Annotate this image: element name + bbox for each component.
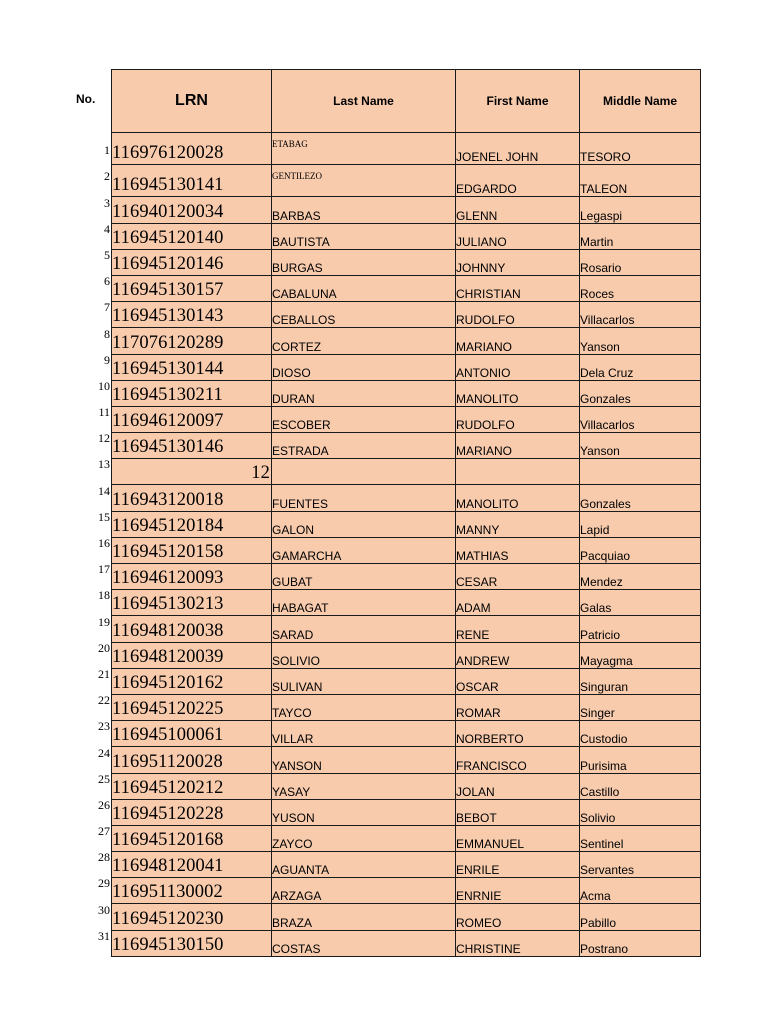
row-number: 26 [98, 797, 110, 812]
table-row [112, 380, 701, 406]
lrn-cell: 116945120225 [112, 694, 272, 720]
last-name-cell: VILLAR [272, 721, 456, 747]
first-name-column-header: First Name [456, 70, 580, 133]
first-name-cell: JOHNNY [456, 249, 580, 275]
table-row [112, 511, 701, 537]
middle-name-cell: Pacquiao [580, 537, 701, 563]
lrn-cell: 116948120039 [112, 642, 272, 668]
last-name-cell: AGUANTA [272, 852, 456, 878]
middle-name-cell: Galas [580, 590, 701, 616]
table-row [112, 459, 701, 485]
first-name-cell: RENE [456, 616, 580, 642]
table-row [112, 616, 701, 642]
table-row [112, 668, 701, 694]
last-name-cell: YUSON [272, 799, 456, 825]
middle-name-cell: Servantes [580, 852, 701, 878]
table-row [112, 354, 701, 380]
first-name-cell: ANTONIO [456, 354, 580, 380]
last-name-cell: GAMARCHA [272, 537, 456, 563]
last-name-cell: DIOSO [272, 354, 456, 380]
lrn-cell: 116940120034 [112, 197, 272, 223]
row-number: 31 [98, 928, 110, 943]
first-name-cell: FRANCISCO [456, 747, 580, 773]
table-row [112, 328, 701, 354]
last-name-cell: BURGAS [272, 249, 456, 275]
middle-name-cell: Patricio [580, 616, 701, 642]
lrn-cell: 116945130144 [112, 354, 272, 380]
table-row [112, 165, 701, 197]
last-name-cell: SOLIVIO [272, 642, 456, 668]
lrn-cell: 116945130150 [112, 930, 272, 956]
table-row [112, 878, 701, 904]
table-row [112, 721, 701, 747]
row-number: 8 [104, 326, 110, 341]
table-row [112, 406, 701, 432]
table-row [112, 223, 701, 249]
lrn-cell: 116946120097 [112, 406, 272, 432]
last-name-cell: GUBAT [272, 564, 456, 590]
first-name-cell: JOLAN [456, 773, 580, 799]
first-name-cell: MARIANO [456, 433, 580, 459]
row-number: 19 [98, 614, 110, 629]
last-name-cell: YASAY [272, 773, 456, 799]
last-name-cell: GALON [272, 511, 456, 537]
lrn-cell: 116946120093 [112, 564, 272, 590]
middle-name-cell: Acma [580, 878, 701, 904]
lrn-cell: 117076120289 [112, 328, 272, 354]
row-number: 23 [98, 719, 110, 734]
middle-name-cell: Dela Cruz [580, 354, 701, 380]
last-name-cell: DURAN [272, 380, 456, 406]
last-name-cell: ARZAGA [272, 878, 456, 904]
middle-name-cell: Legaspi [580, 197, 701, 223]
table-row [112, 590, 701, 616]
table-row [112, 133, 701, 165]
first-name-cell: ROMAR [456, 694, 580, 720]
row-number-column [80, 133, 111, 945]
row-number: 27 [98, 824, 110, 839]
row-number: 7 [104, 300, 110, 315]
first-name-cell: RUDOLFO [456, 302, 580, 328]
table-row [112, 799, 701, 825]
lrn-cell: 116945120162 [112, 668, 272, 694]
last-name-cell: SARAD [272, 616, 456, 642]
lrn-cell: 116945120228 [112, 799, 272, 825]
first-name-cell: JULIANO [456, 223, 580, 249]
middle-name-cell: Castillo [580, 773, 701, 799]
row-number: 1 [104, 143, 110, 158]
table-row [112, 930, 701, 956]
first-name-cell [456, 459, 580, 485]
middle-name-column-header: Middle Name [580, 70, 701, 133]
lrn-cell: 116945120146 [112, 249, 272, 275]
lrn-cell: 116945120168 [112, 825, 272, 851]
row-number: 12 [98, 431, 110, 446]
lrn-cell: 116945130213 [112, 590, 272, 616]
row-number: 11 [98, 405, 110, 420]
last-name-cell: HABAGAT [272, 590, 456, 616]
row-number: 28 [98, 850, 110, 865]
lrn-cell: 12 [112, 459, 272, 485]
row-number: 29 [98, 876, 110, 891]
lrn-cell: 116945120158 [112, 537, 272, 563]
first-name-cell: EMMANUEL [456, 825, 580, 851]
table-row [112, 302, 701, 328]
middle-name-cell: Pabillo [580, 904, 701, 930]
row-number: 17 [98, 562, 110, 577]
lrn-cell: 116945130146 [112, 433, 272, 459]
last-name-cell: BARBAS [272, 197, 456, 223]
row-number: 16 [98, 536, 110, 550]
middle-name-cell: Postrano [580, 930, 701, 956]
last-name-cell [272, 459, 456, 485]
table-row [112, 275, 701, 301]
lrn-cell: 116945120140 [112, 223, 272, 249]
row-number: 20 [98, 640, 110, 655]
first-name-cell: OSCAR [456, 668, 580, 694]
middle-name-cell: Custodio [580, 721, 701, 747]
row-number: 14 [98, 483, 110, 498]
middle-name-cell: Solivio [580, 799, 701, 825]
number-column-header: No. [76, 92, 96, 106]
first-name-cell: ADAM [456, 590, 580, 616]
lrn-cell: 116948120041 [112, 852, 272, 878]
first-name-cell: ANDREW [456, 642, 580, 668]
middle-name-cell: Yanson [580, 433, 701, 459]
lrn-cell: 116945130141 [112, 165, 272, 197]
middle-name-cell [580, 459, 701, 485]
middle-name-cell: Singer [580, 694, 701, 720]
lrn-cell: 116945120184 [112, 511, 272, 537]
last-name-cell: ESTRADA [272, 433, 456, 459]
middle-name-cell: Sentinel [580, 825, 701, 851]
lrn-cell: 116943120018 [112, 485, 272, 511]
first-name-cell: MARIANO [456, 328, 580, 354]
first-name-cell: CESAR [456, 564, 580, 590]
row-number: 5 [104, 247, 110, 262]
last-name-cell: BRAZA [272, 904, 456, 930]
last-name-cell: TAYCO [272, 694, 456, 720]
table-header-row [112, 70, 701, 133]
lrn-cell: 116945130157 [112, 275, 272, 301]
table-row [112, 433, 701, 459]
table-row [112, 852, 701, 878]
lrn-cell: 116945100061 [112, 721, 272, 747]
middle-name-cell: Singuran [580, 668, 701, 694]
table-row [112, 825, 701, 851]
first-name-cell: JOENEL JOHN [456, 133, 580, 165]
first-name-cell: EDGARDO [456, 165, 580, 197]
row-number: 18 [98, 588, 110, 603]
lrn-cell: 116951120028 [112, 747, 272, 773]
first-name-cell: MATHIAS [456, 537, 580, 563]
first-name-cell: MANOLITO [456, 485, 580, 511]
table-row [112, 694, 701, 720]
row-number: 4 [104, 221, 110, 236]
middle-name-cell: TALEON [580, 165, 701, 197]
middle-name-cell: Mendez [580, 564, 701, 590]
row-number: 30 [98, 902, 110, 917]
first-name-cell: CHRISTIAN [456, 275, 580, 301]
lrn-column-header: LRN [112, 70, 272, 133]
last-name-cell: BAUTISTA [272, 223, 456, 249]
lrn-cell: 116976120028 [112, 133, 272, 165]
last-name-cell: ESCOBER [272, 406, 456, 432]
lrn-cell: 116948120038 [112, 616, 272, 642]
last-name-cell: COSTAS [272, 930, 456, 956]
row-number: 10 [98, 378, 110, 393]
first-name-cell: CHRISTINE [456, 930, 580, 956]
table-row [112, 537, 701, 563]
middle-name-cell: Rosario [580, 249, 701, 275]
row-number: 25 [98, 771, 110, 786]
first-name-cell: MANOLITO [456, 380, 580, 406]
middle-name-cell: TESORO [580, 133, 701, 165]
middle-name-cell: Roces [580, 275, 701, 301]
table-row [112, 197, 701, 223]
middle-name-cell: Martin [580, 223, 701, 249]
middle-name-cell: Yanson [580, 328, 701, 354]
row-number: 13 [98, 457, 110, 472]
first-name-cell: RUDOLFO [456, 406, 580, 432]
table-row [112, 249, 701, 275]
table-row [112, 485, 701, 511]
row-number: 21 [98, 666, 110, 681]
last-name-cell: CEBALLOS [272, 302, 456, 328]
last-name-cell: SULIVAN [272, 668, 456, 694]
first-name-cell: ENRNIE [456, 878, 580, 904]
first-name-cell: ROMEO [456, 904, 580, 930]
last-name-cell: ETABAG [272, 133, 456, 165]
last-name-cell: YANSON [272, 747, 456, 773]
student-roster-table [111, 69, 701, 957]
middle-name-cell: Villacarlos [580, 302, 701, 328]
lrn-cell: 116945130211 [112, 380, 272, 406]
last-name-cell: CORTEZ [272, 328, 456, 354]
first-name-cell: ENRILE [456, 852, 580, 878]
lrn-cell: 116945130143 [112, 302, 272, 328]
middle-name-cell: Gonzales [580, 485, 701, 511]
first-name-cell: NORBERTO [456, 721, 580, 747]
middle-name-cell: Gonzales [580, 380, 701, 406]
lrn-cell: 116945120212 [112, 773, 272, 799]
row-number: 22 [98, 693, 110, 708]
last-name-cell: ZAYCO [272, 825, 456, 851]
table-row [112, 747, 701, 773]
middle-name-cell: Mayagma [580, 642, 701, 668]
middle-name-cell: Villacarlos [580, 406, 701, 432]
row-number: 2 [104, 169, 110, 184]
row-number: 24 [98, 745, 110, 760]
lrn-cell: 116945120230 [112, 904, 272, 930]
table-row [112, 642, 701, 668]
row-number: 15 [98, 509, 110, 524]
middle-name-cell: Purisima [580, 747, 701, 773]
last-name-column-header: Last Name [272, 70, 456, 133]
last-name-cell: GENTILEZO [272, 165, 456, 197]
last-name-cell: CABALUNA [272, 275, 456, 301]
table-row [112, 564, 701, 590]
lrn-cell: 116951130002 [112, 878, 272, 904]
first-name-cell: MANNY [456, 511, 580, 537]
row-number: 6 [104, 274, 110, 289]
row-number: 3 [104, 195, 110, 210]
table-row [112, 904, 701, 930]
middle-name-cell: Lapid [580, 511, 701, 537]
table-row [112, 773, 701, 799]
first-name-cell: GLENN [456, 197, 580, 223]
row-number: 9 [104, 352, 110, 367]
table-body [112, 133, 701, 957]
last-name-cell: FUENTES [272, 485, 456, 511]
first-name-cell: BEBOT [456, 799, 580, 825]
